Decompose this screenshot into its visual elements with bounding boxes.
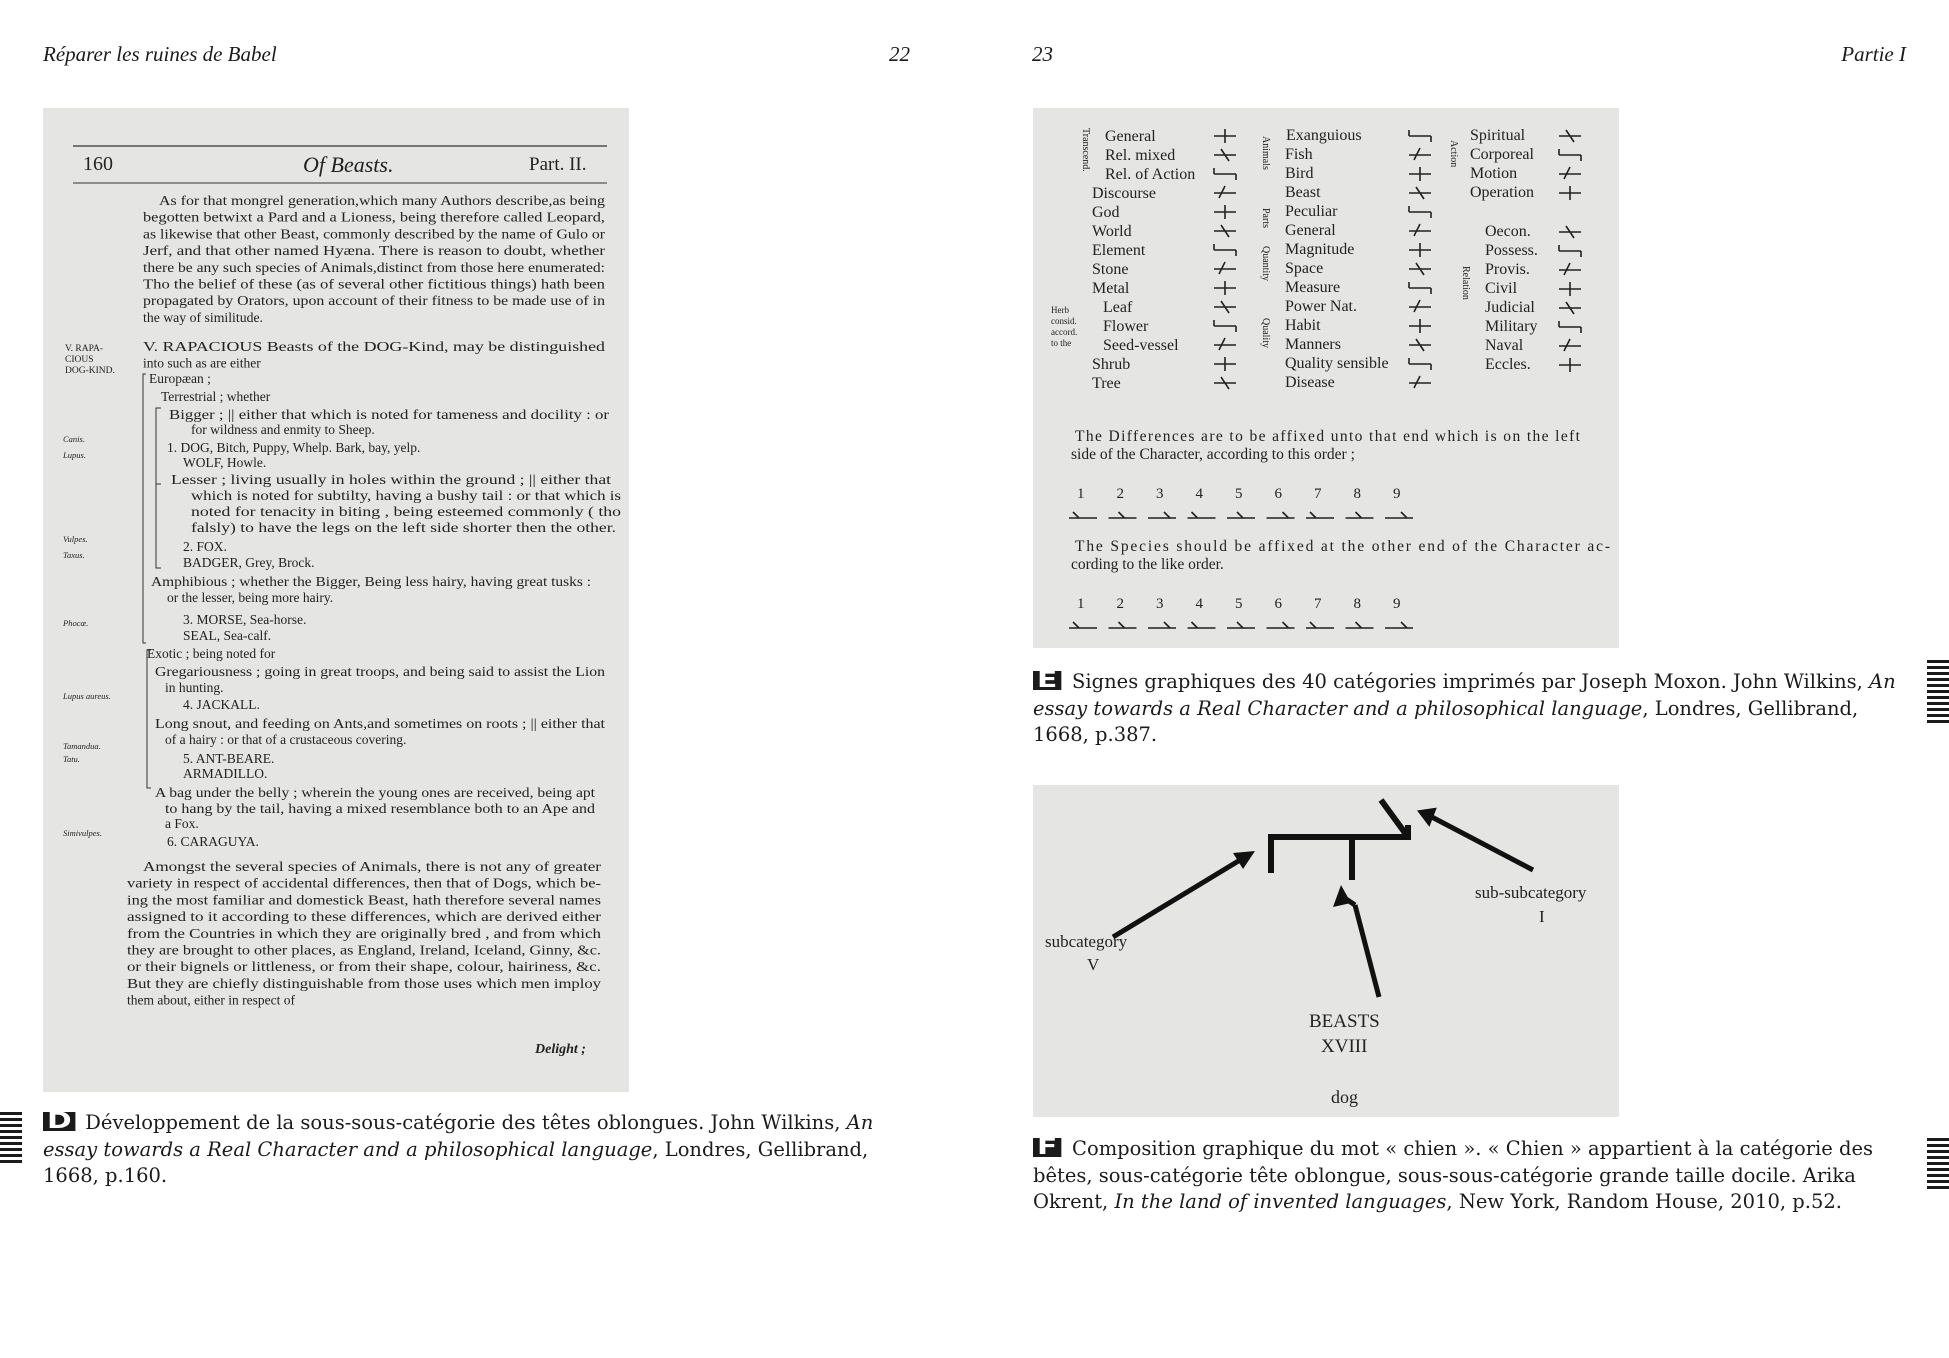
difference-mark-7: [1306, 512, 1334, 518]
caption-e-title: An essay towards a Real Character and a philosophical language: [1033, 670, 1896, 720]
page-number-right: 23: [1032, 42, 1053, 66]
category-glyph: [1409, 167, 1431, 181]
figure-f-diagram: [1033, 785, 1619, 1117]
species-number-8: 8: [1353, 596, 1361, 612]
body-line-14: or the lesser, being more hairy.: [167, 590, 334, 605]
intro-line-8: the way of similitude.: [143, 309, 263, 325]
herb-label-3: accord.: [1051, 327, 1078, 337]
differences-line-1: The Differences are to be affixed unto that end which is on the left: [1075, 428, 1580, 445]
body-line-16: SEAL, Sea-calf.: [183, 628, 272, 643]
edge-marker-right-bottom: [1927, 1138, 1949, 1192]
body-line-24: ARMADILLO.: [183, 766, 268, 781]
difference-mark-3: [1148, 512, 1176, 518]
body-line-2: Terrestrial ; whether: [161, 389, 271, 404]
difference-mark-9: [1385, 512, 1413, 518]
difference-mark-5: [1227, 512, 1255, 518]
category-glyph: [1214, 168, 1236, 180]
closing-line-4: assigned to it according to these differences, which are derived either: [127, 909, 602, 925]
category-glyph: [1409, 376, 1431, 388]
col2-item-12: Manners: [1285, 336, 1341, 353]
intro-line-6: Tho the belief of these (as of several other fictitious things) hath been: [143, 276, 606, 292]
species-mark-4: [1188, 622, 1216, 628]
category-glyph: [1214, 205, 1236, 219]
category-glyph: [1214, 301, 1236, 313]
col3-item-1: Spiritual: [1470, 127, 1526, 144]
category-glyph: [1559, 245, 1581, 257]
label-word: dog: [1331, 1087, 1358, 1107]
species-line-1: The Species should be affixed at the other end of the Character ac-: [1075, 538, 1610, 555]
margin-name-2: Lupus.: [63, 450, 86, 460]
caption-f-text: Composition graphique du mot « chien ». « Chien » appartient à la catégorie des bêtes, sous-catégorie tête oblongue, sous-sous-catégorie grande taille docile. Arika Okrent,: [1033, 1137, 1874, 1213]
col2-item-10: Power Nat.: [1285, 298, 1357, 315]
species-number-9: 9: [1393, 596, 1401, 612]
col1-item-4: Discourse: [1092, 185, 1156, 202]
category-glyph: [1559, 149, 1581, 161]
closing-line-7: or their bignels or littleness, or from their shape, colour, hairiness, &c.: [127, 959, 601, 975]
body-line-22: of a hairy : or that of a crustaceous covering.: [165, 732, 407, 747]
difference-numbers: [1077, 486, 1401, 502]
margin-name-6: Lupus aureus.: [63, 691, 111, 701]
closing-line-5: from the Countries in which they are originally bred , and from which: [127, 925, 602, 941]
col1-item-5: God: [1092, 204, 1120, 221]
closing-line-8: But they are chiefly distinguishable from those uses which men imploy: [127, 975, 602, 991]
difference-number-5: 5: [1235, 486, 1243, 502]
category-glyph: [1409, 130, 1431, 142]
label-subsubcategory: sub-subcategory: [1475, 883, 1587, 902]
category-glyph: [1559, 321, 1581, 333]
body-line-19: in hunting.: [165, 680, 224, 695]
intro-line-5: there be any such species of Animals,distinct from those here enumerated:: [143, 259, 605, 275]
species-number-5: 5: [1235, 596, 1243, 612]
species-number-1: 1: [1077, 596, 1085, 612]
body-line-12: BADGER, Grey, Brock.: [183, 555, 315, 570]
col1-item-3: Rel. of Action: [1105, 166, 1196, 183]
species-number-3: 3: [1156, 596, 1164, 612]
category-glyph: [1409, 339, 1431, 351]
species-mark-6: [1267, 622, 1295, 628]
species-text: [1071, 538, 1610, 573]
figure-e-scan: [1033, 108, 1619, 648]
margin-name-5: Phocæ.: [63, 618, 89, 628]
col1-item-12: Seed-vessel: [1103, 337, 1179, 354]
closing-line-6: they are brought to other places, as England, Ireland, Iceland, Ginny, &c.: [127, 942, 601, 958]
difference-mark-2: [1109, 512, 1137, 518]
col1-item-9: Metal: [1092, 280, 1130, 297]
col3-label-2: Relation: [1460, 266, 1471, 300]
differences-text: [1071, 428, 1581, 463]
scan-part: Part. II.: [529, 154, 587, 175]
col3-item-10: Military: [1485, 318, 1538, 335]
body-line-17: Exotic ; being noted for: [147, 646, 276, 661]
caption-e: [1033, 669, 1903, 749]
category-glyph: [1409, 282, 1431, 294]
col2-item-7: Magnitude: [1285, 241, 1355, 258]
difference-number-1: 1: [1077, 486, 1085, 502]
category-glyph: [1559, 186, 1581, 200]
col1-item-11: Flower: [1103, 318, 1149, 335]
margin-name-8: Tatu.: [63, 754, 80, 764]
species-number-2: 2: [1116, 596, 1124, 612]
category-glyph: [1409, 243, 1431, 257]
dog-character-glyph: [1271, 800, 1408, 880]
body-line-27: a Fox.: [165, 816, 199, 831]
side-note-line-3: DOG-KIND.: [65, 366, 115, 376]
col2-item-14: Disease: [1285, 374, 1335, 391]
label-subcategory-num: V: [1087, 955, 1100, 974]
page-number-left: 22: [889, 42, 910, 66]
caption-d: [43, 1110, 923, 1190]
edge-marker-right-top: [1927, 660, 1949, 726]
body-line-4: for wildness and enmity to Sheep.: [191, 422, 375, 437]
difference-number-2: 2: [1116, 486, 1124, 502]
margin-name-4: Taxus.: [63, 550, 85, 560]
col1-item-6: World: [1092, 223, 1132, 240]
body-line-28: 6. CARAGUYA.: [167, 834, 259, 849]
side-note-line-2: CIOUS: [65, 355, 94, 365]
col3-item-8: Civil: [1485, 280, 1518, 297]
category-glyph: [1409, 206, 1431, 218]
col1-item-10: Leaf: [1103, 299, 1133, 316]
category-glyph: [1214, 262, 1236, 274]
differences-line-2: side of the Character, according to this order ;: [1071, 446, 1355, 463]
col3-item-6: Possess.: [1485, 242, 1538, 259]
difference-mark-8: [1346, 512, 1374, 518]
edge-marker-left: [0, 1112, 22, 1166]
species-mark-5: [1227, 622, 1255, 628]
category-glyph: [1214, 186, 1236, 198]
figure-letter-e: E: [1033, 671, 1061, 690]
category-glyph: [1559, 263, 1581, 275]
difference-mark-4: [1188, 512, 1216, 518]
category-signs-scan: [1033, 108, 1619, 648]
scan-side-note: [65, 344, 115, 376]
difference-number-3: 3: [1156, 486, 1164, 502]
intro-line-4: Jerf, and that other named Hyæna. There is reason to doubt, whether: [143, 243, 606, 259]
scan-intro-paragraph: [143, 193, 606, 325]
species-number-7: 7: [1314, 596, 1322, 612]
col3-item-5: Oecon.: [1485, 223, 1531, 240]
running-title: Réparer les ruines de Babel: [43, 42, 277, 66]
species-mark-1: [1069, 622, 1097, 628]
body-line-13: Amphibious ; whether the Bigger, Being less hairy, having great tusks :: [151, 574, 591, 589]
col2-label-2: Parts: [1260, 208, 1271, 228]
col3-item-7: Provis.: [1485, 261, 1530, 278]
caption-d-tail: , Londres, Gellibrand, 1668, p.160.: [43, 1137, 869, 1187]
body-line-23: 5. ANT-BEARE.: [183, 751, 275, 766]
col2-label-3: Quantity: [1260, 246, 1271, 281]
species-mark-9: [1385, 622, 1413, 628]
category-glyph: [1409, 148, 1431, 160]
intro-line-1: As for that mongrel generation,which many Authors describe,as being: [159, 193, 606, 208]
difference-number-4: 4: [1195, 486, 1203, 502]
category-glyph: [1409, 263, 1431, 275]
book-page-scan: [43, 108, 629, 1092]
category-glyph: [1559, 302, 1581, 314]
category-glyph: [1409, 224, 1431, 236]
col2-item-3: Bird: [1285, 165, 1314, 182]
scan-closing-paragraph: [127, 859, 602, 1008]
figure-letter-f: F: [1033, 1138, 1061, 1157]
scan-margin-names: [62, 434, 111, 838]
lead-line-2: into such as are either: [143, 355, 261, 371]
herb-label-2: consid.: [1051, 316, 1077, 326]
col2-item-9: Measure: [1285, 279, 1341, 296]
category-glyph: [1559, 339, 1581, 351]
col3-item-3: Motion: [1470, 165, 1518, 182]
caption-e-text: Signes graphiques des 40 catégories imprimés par Joseph Moxon. John Wilkins,: [1072, 670, 1870, 693]
col1-item-14: Tree: [1092, 375, 1121, 392]
species-mark-7: [1306, 622, 1334, 628]
difference-number-7: 7: [1314, 486, 1322, 502]
label-subcategory: subcategory: [1045, 932, 1128, 951]
col3-item-9: Judicial: [1485, 299, 1535, 316]
intro-line-7: propagated by Orators, upon account of their fitness to be made use of in: [143, 293, 606, 309]
body-line-1: Europæan ;: [149, 371, 211, 386]
category-glyph: [1559, 167, 1581, 179]
body-line-20: 4. JACKALL.: [183, 697, 260, 712]
difference-mark-6: [1267, 512, 1295, 518]
col2-item-5: Peculiar: [1285, 203, 1338, 220]
dog-character-diagram: [1033, 785, 1619, 1117]
category-glyph: [1559, 130, 1581, 142]
herb-label-1: Herb: [1051, 305, 1069, 315]
caption-e-tail: , Londres, Gellibrand, 1668, p.387.: [1033, 696, 1859, 746]
category-glyph: [1214, 281, 1236, 295]
scan-page-num: 160: [83, 153, 113, 175]
category-glyph: [1559, 282, 1581, 296]
col2-item-13: Quality sensible: [1285, 355, 1389, 372]
caption-d-text: Développement de la sous-sous-catégorie des têtes oblongues. John Wilkins,: [85, 1111, 847, 1134]
figure-d-scan: [43, 108, 629, 1092]
col2-item-8: Space: [1285, 260, 1324, 277]
category-glyph: [1409, 319, 1431, 333]
closing-line-1: Amongst the several species of Animals, there is not any of greater: [143, 859, 602, 874]
species-number-6: 6: [1274, 596, 1282, 612]
margin-name-1: Canis.: [63, 434, 85, 444]
column-2-categories: [1285, 127, 1389, 391]
label-beasts-num: XVIII: [1321, 1036, 1368, 1057]
col2-label-4: Quality: [1260, 318, 1271, 348]
closing-line-3: ing the most familiar and domestick Beast, hath therefore several names: [127, 892, 601, 908]
species-numbers: [1077, 596, 1401, 612]
column-1-categories: [1092, 128, 1195, 392]
difference-mark-1: [1069, 512, 1097, 518]
col2-label-1: Animals: [1260, 136, 1271, 170]
intro-line-3: as likewise that other Beast, commonly described by the name of Gulo or: [143, 226, 606, 242]
body-line-9: noted for tenacity in biting , being esteemed commonly ( tho: [191, 504, 622, 519]
species-number-4: 4: [1195, 596, 1203, 612]
difference-number-9: 9: [1393, 486, 1401, 502]
species-mark-8: [1346, 622, 1374, 628]
body-line-25: A bag under the belly ; wherein the young ones are received, being apt: [155, 785, 596, 800]
col2-item-1: Exanguious: [1286, 127, 1362, 144]
section-title: Partie I: [1841, 42, 1906, 66]
category-glyph: [1409, 300, 1431, 312]
scan-heading: Of Beasts.: [303, 152, 394, 177]
body-line-26: to hang by the tail, having a mixed resemblance both to an Ape and: [165, 801, 596, 816]
col1-item-13: Shrub: [1092, 356, 1131, 373]
body-line-5: 1. DOG, Bitch, Puppy, Whelp. Bark, bay, yelp.: [167, 440, 421, 455]
body-line-7: Lesser ; living usually in holes within the ground ; || either that: [171, 472, 612, 487]
label-subsubcategory-num: I: [1539, 907, 1545, 926]
margin-name-9: Simivulpes.: [63, 828, 102, 838]
category-glyph: [1559, 226, 1581, 238]
species-mark-3: [1148, 622, 1176, 628]
body-line-11: 2. FOX.: [183, 539, 227, 554]
col3-item-12: Eccles.: [1485, 356, 1531, 373]
col2-item-6: General: [1285, 222, 1336, 239]
caption-f-tail: , New York, Random House, 2010, p.52.: [1446, 1190, 1842, 1213]
margin-name-7: Tamandua.: [63, 741, 101, 751]
category-glyph: [1214, 129, 1236, 143]
category-glyph: [1559, 358, 1581, 372]
category-glyph: [1214, 377, 1236, 389]
herb-label-4: to the: [1051, 338, 1072, 348]
col1-item-1: General: [1105, 128, 1156, 145]
difference-number-8: 8: [1353, 486, 1361, 502]
scan-catchword: Delight ;: [535, 1042, 586, 1057]
category-glyph: [1214, 149, 1236, 161]
body-line-10: falsly) to have the legs on the left side shorter then the other.: [191, 520, 616, 535]
label-beasts: BEASTS: [1309, 1011, 1380, 1032]
col1-item-7: Element: [1092, 242, 1146, 259]
scan-lead: [143, 339, 605, 371]
column-3-categories: [1470, 127, 1538, 373]
category-glyph: [1214, 320, 1236, 332]
category-glyph: [1214, 357, 1236, 371]
body-line-15: 3. MORSE, Sea-horse.: [183, 612, 307, 627]
difference-number-6: 6: [1274, 486, 1282, 502]
body-line-18: Gregariousness ; going in great troops, and being said to assist the Lion: [155, 664, 606, 679]
body-line-21: Long snout, and feeding on Ants,and sometimes on roots ; || either that: [155, 716, 606, 731]
col1-item-2: Rel. mixed: [1105, 147, 1176, 164]
side-note-line-1: V. RAPA-: [65, 344, 104, 354]
caption-f-title: In the land of invented languages: [1114, 1190, 1447, 1213]
body-line-8: which is noted for subtilty, having a bushy tail : or that which is: [191, 488, 621, 503]
category-glyph: [1214, 338, 1236, 350]
col3-item-4: Operation: [1470, 184, 1534, 201]
lead-line-1: V. RAPACIOUS Beasts of the DOG-Kind, may be distinguished: [143, 339, 606, 354]
scan-body: [147, 371, 621, 849]
category-glyph: [1214, 244, 1236, 256]
caption-d-title: An essay towards a Real Character and a philosophical language: [43, 1111, 874, 1161]
category-glyph: [1409, 187, 1431, 199]
species-mark-2: [1109, 622, 1137, 628]
closing-line-9: them about, either in respect of: [127, 992, 295, 1008]
intro-line-2: begotten betwixt a Pard and a Lioness, being therefore called Leopard,: [143, 209, 605, 225]
caption-f: [1033, 1136, 1913, 1216]
label-transcend: Transcend.: [1080, 128, 1091, 172]
col2-item-11: Habit: [1285, 317, 1321, 334]
figure-letter-d: D: [43, 1112, 76, 1131]
category-glyph: [1409, 358, 1431, 370]
body-line-3: Bigger ; || either that which is noted for tameness and docility : or: [169, 407, 610, 422]
closing-line-2: variety in respect of accidental differences, then that of Dogs, which be-: [127, 875, 602, 891]
col2-item-2: Fish: [1285, 146, 1313, 163]
col1-item-8: Stone: [1092, 261, 1129, 278]
margin-name-3: Vulpes.: [63, 534, 88, 544]
species-line-2: cording to the like order.: [1071, 556, 1224, 573]
col3-item-11: Naval: [1485, 337, 1524, 354]
col2-item-4: Beast: [1285, 184, 1321, 201]
col3-item-2: Corporeal: [1470, 146, 1534, 163]
col3-label-1: Action: [1448, 140, 1459, 168]
category-glyph: [1214, 225, 1236, 237]
body-line-6: WOLF, Howle.: [183, 455, 267, 470]
